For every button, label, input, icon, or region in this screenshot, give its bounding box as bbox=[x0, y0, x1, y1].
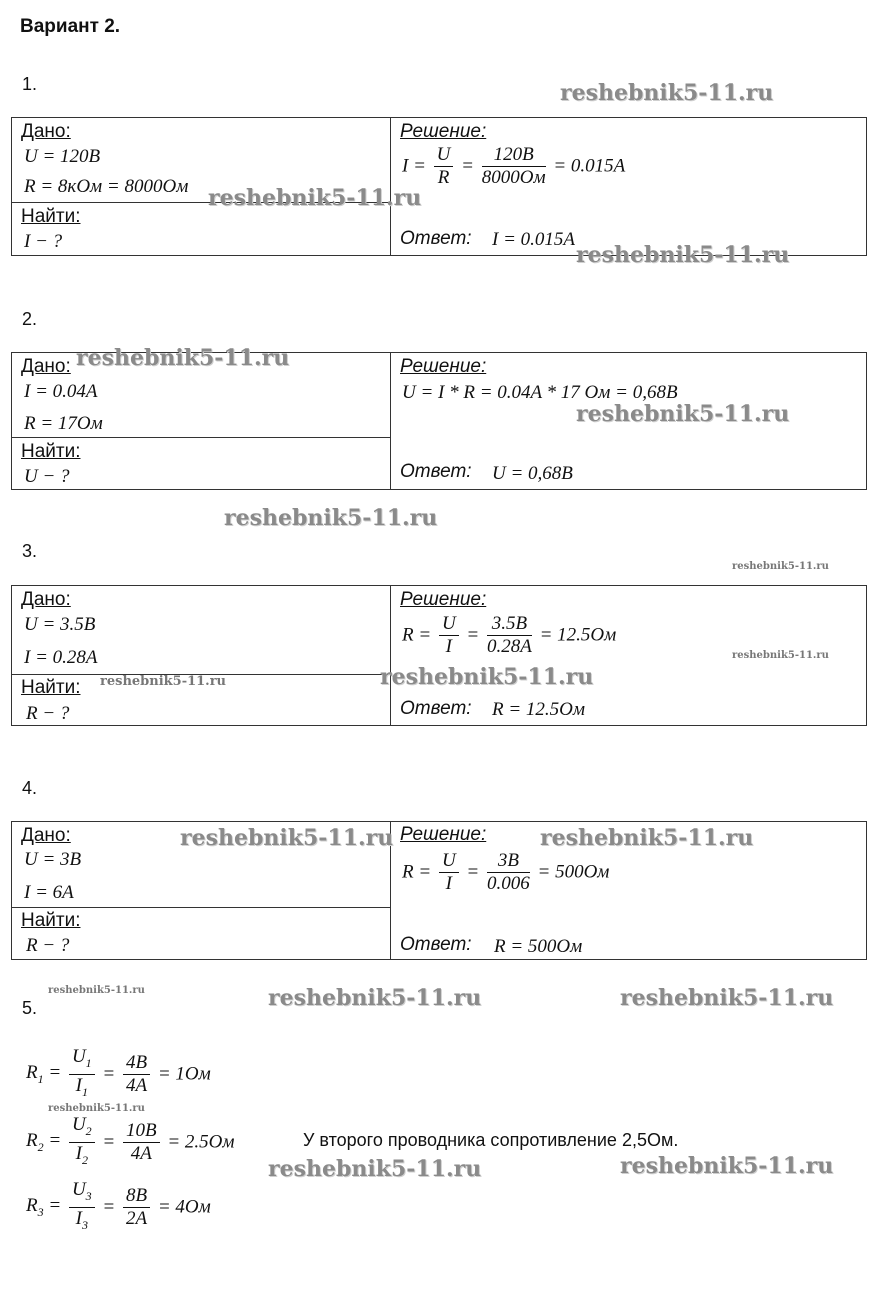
given-label: Дано: bbox=[21, 589, 71, 610]
denominator: R bbox=[437, 167, 450, 188]
fraction bbox=[123, 1120, 160, 1165]
fraction bbox=[69, 1046, 95, 1103]
solution-formula bbox=[402, 613, 616, 658]
fraction bbox=[482, 144, 546, 189]
find-value: I − ? bbox=[24, 231, 63, 252]
watermark: reshebnik5-11.ru bbox=[268, 985, 482, 1011]
solution-formula bbox=[402, 144, 625, 189]
fraction bbox=[439, 613, 459, 658]
given-1: I = 0.04A bbox=[24, 381, 98, 402]
find-value: U − ? bbox=[24, 466, 70, 487]
watermark: reshebnik5-11.ru bbox=[576, 242, 790, 268]
solution-formula bbox=[402, 850, 609, 895]
watermark: reshebnik5-11.ru bbox=[208, 185, 422, 211]
conclusion-text: У второго проводника сопротивление 2,5Ом. bbox=[303, 1130, 679, 1150]
answer-label: Ответ: bbox=[400, 461, 472, 482]
formula-lhs: R = bbox=[402, 624, 432, 646]
denominator: $I_2$ bbox=[75, 1142, 88, 1167]
watermark: reshebnik5-11.ru bbox=[268, 1156, 482, 1182]
answer-label: Ответ: bbox=[400, 698, 472, 719]
solution-label: Решение: bbox=[400, 121, 487, 142]
solution-label: Решение: bbox=[400, 356, 487, 377]
numerator: U bbox=[439, 613, 459, 636]
watermark-small: reshebnik5-11.ru bbox=[100, 674, 227, 689]
formula-r2 bbox=[26, 1114, 235, 1171]
fraction bbox=[123, 1185, 150, 1230]
fraction bbox=[69, 1114, 95, 1171]
find-label: Найти: bbox=[21, 206, 81, 227]
given-2: R = 8кОм = 8000Ом bbox=[24, 176, 189, 197]
numerator: 3.5B bbox=[487, 613, 532, 636]
given-label: Дано: bbox=[21, 825, 71, 846]
given-1: U = 120B bbox=[24, 146, 101, 167]
given-1: U = 3B bbox=[24, 849, 82, 870]
numerator: U bbox=[434, 144, 454, 167]
given-2: I = 6A bbox=[24, 882, 74, 903]
watermark: reshebnik5-11.ru bbox=[620, 1153, 834, 1179]
equals: = bbox=[102, 1063, 116, 1085]
denominator: $I_1$ bbox=[75, 1074, 88, 1099]
denominator: I bbox=[445, 873, 452, 894]
formula-rhs: = 12.5Ом bbox=[539, 624, 617, 646]
problem-4-number: 4. bbox=[22, 778, 38, 798]
row-divider bbox=[12, 907, 390, 908]
answer-label: Ответ: bbox=[400, 934, 472, 955]
answer-value: R = 500Ом bbox=[494, 936, 583, 957]
formula-rhs: = 500Ом bbox=[537, 861, 610, 883]
fraction bbox=[487, 613, 532, 658]
fraction bbox=[434, 144, 454, 189]
formula-lhs: $R_2$ = bbox=[26, 1129, 62, 1154]
watermark: reshebnik5-11.ru bbox=[620, 985, 834, 1011]
denominator: 0.28A bbox=[487, 636, 532, 657]
watermark: reshebnik5-11.ru bbox=[76, 345, 290, 371]
watermark: reshebnik5-11.ru bbox=[180, 825, 394, 851]
given-2: R = 17Ом bbox=[24, 413, 103, 434]
formula-r3 bbox=[26, 1179, 211, 1236]
problem-3-number: 3. bbox=[22, 541, 38, 561]
denominator: $I_3$ bbox=[75, 1207, 88, 1232]
numerator: $U_2$ bbox=[69, 1114, 95, 1143]
numerator: U bbox=[439, 850, 459, 873]
answer-value: R = 12.5Ом bbox=[492, 699, 586, 720]
solution-label: Решение: bbox=[400, 589, 487, 610]
equals: = bbox=[466, 624, 480, 646]
problem-1-table bbox=[11, 117, 867, 256]
solution-formula: U = I * R = 0.04A * 17 Ом = 0,68B bbox=[402, 382, 678, 403]
equals: = bbox=[102, 1131, 116, 1153]
problem-2-number: 2. bbox=[22, 309, 38, 329]
given-label: Дано: bbox=[21, 356, 71, 377]
formula-rhs: = 0.015A bbox=[553, 155, 626, 177]
find-label: Найти: bbox=[21, 677, 81, 698]
denominator: 4A bbox=[126, 1074, 148, 1096]
find-value: R − ? bbox=[26, 703, 70, 724]
denominator: I bbox=[445, 636, 452, 657]
numerator: $U_3$ bbox=[69, 1179, 95, 1208]
denominator: 4A bbox=[130, 1142, 152, 1164]
denominator: 8000Ом bbox=[481, 167, 546, 188]
numerator: 120B bbox=[482, 144, 546, 167]
page-title: Вариант 2. bbox=[20, 16, 121, 37]
watermark: reshebnik5-11.ru bbox=[540, 825, 754, 851]
watermark: reshebnik5-11.ru bbox=[380, 664, 594, 690]
given-2: I = 0.28A bbox=[24, 647, 98, 668]
denominator: 0.006 bbox=[487, 873, 530, 894]
answer-label: Ответ: bbox=[400, 228, 472, 249]
problem-1-number: 1. bbox=[22, 74, 38, 94]
equals: = bbox=[466, 861, 480, 883]
watermark-small: reshebnik5-11.ru bbox=[48, 1103, 145, 1114]
formula-rhs: = 1Ом bbox=[157, 1063, 211, 1085]
numerator: $U_1$ bbox=[69, 1046, 95, 1075]
numerator: 8B bbox=[123, 1185, 150, 1208]
numerator: 10B bbox=[123, 1120, 160, 1143]
find-label: Найти: bbox=[21, 910, 81, 931]
answer-value: U = 0,68B bbox=[492, 463, 573, 484]
fraction bbox=[439, 850, 459, 895]
given-label: Дано: bbox=[21, 121, 71, 142]
formula-lhs: I = bbox=[402, 155, 426, 177]
solution-label: Решение: bbox=[400, 824, 487, 845]
equals: = bbox=[102, 1196, 116, 1218]
equals: = bbox=[461, 155, 474, 177]
find-value: R − ? bbox=[26, 935, 70, 956]
formula-lhs: R = bbox=[402, 861, 432, 883]
watermark: reshebnik5-11.ru bbox=[560, 80, 774, 106]
fraction bbox=[123, 1052, 150, 1097]
column-divider bbox=[390, 586, 391, 725]
fraction bbox=[487, 850, 530, 895]
fraction bbox=[69, 1179, 95, 1236]
formula-rhs: = 2.5Ом bbox=[167, 1131, 235, 1153]
formula-rhs: = 4Ом bbox=[157, 1196, 211, 1218]
answer-value: I = 0.015A bbox=[492, 229, 576, 250]
numerator: 3B bbox=[487, 850, 530, 873]
watermark-small: reshebnik5-11.ru bbox=[732, 650, 829, 661]
watermark: reshebnik5-11.ru bbox=[576, 401, 790, 427]
watermark-small: reshebnik5-11.ru bbox=[48, 985, 145, 996]
denominator: 2A bbox=[126, 1207, 148, 1229]
problem-5-number: 5. bbox=[22, 998, 38, 1018]
given-1: U = 3.5B bbox=[24, 614, 96, 635]
watermark-small: reshebnik5-11.ru bbox=[732, 561, 829, 572]
find-label: Найти: bbox=[21, 441, 81, 462]
column-divider bbox=[390, 353, 391, 489]
formula-lhs: $R_1$ = bbox=[26, 1061, 62, 1086]
formula-lhs: $R_3$ = bbox=[26, 1194, 62, 1219]
numerator: 4B bbox=[123, 1052, 150, 1075]
watermark: reshebnik5-11.ru bbox=[224, 505, 438, 531]
formula-r1 bbox=[26, 1046, 211, 1103]
row-divider bbox=[12, 437, 390, 438]
